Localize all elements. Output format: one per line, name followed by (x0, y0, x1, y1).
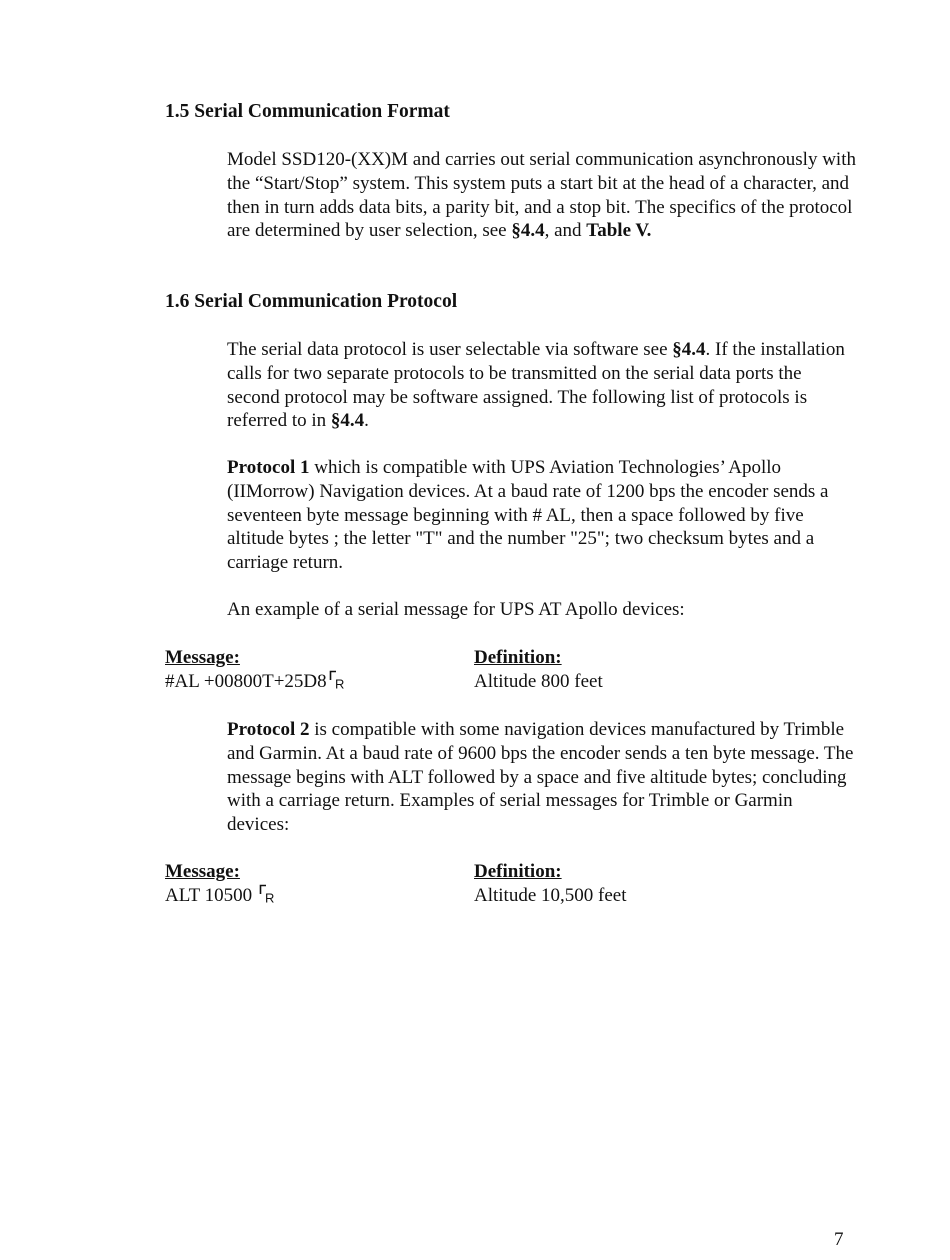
definition-header: Definition: (474, 861, 562, 882)
svg-text:R: R (334, 676, 345, 690)
message-header: Message: (165, 861, 240, 882)
message-value (165, 884, 278, 908)
message-column (165, 646, 348, 694)
section-heading-1-6: 1.6 Serial Communication Protocol (165, 291, 458, 312)
message-header: Message: (165, 647, 240, 668)
section-1-5-paragraph (227, 148, 857, 243)
definition-header: Definition: (474, 647, 562, 668)
protocol-2-paragraph (227, 718, 857, 837)
paragraph-text: , and (544, 220, 587, 242)
paragraph-text: which is compatible with UPS Aviation Technologies’ Apollo (IIMorrow) Navigation devices. At a baud rate of 1200 bps the encoder sends a seventeen byte message beginning with # AL, then a space followed by five altitude bytes ; the letter "T" and the number "25"; two checksum bytes and a carriage return. (227, 457, 829, 574)
protocol-1-paragraph (227, 456, 857, 575)
svg-text:R: R (264, 890, 275, 904)
definition-column (474, 860, 627, 908)
definition-column (474, 646, 603, 694)
message-text: #AL +00800T+25D8 (165, 670, 327, 692)
message-text: ALT 10500 (165, 884, 257, 906)
message-value (165, 670, 348, 694)
page-number: 7 (834, 1229, 844, 1250)
paragraph-text: The serial data protocol is user selectable via software see (227, 339, 673, 360)
message-column (165, 860, 278, 908)
section-1-6-intro-paragraph (227, 338, 857, 433)
section-reference: §4.4 (330, 410, 365, 432)
section-reference: §4.4 (672, 339, 706, 360)
paragraph-text: Model SSD120-(XX)M and carries out serial communication asynchronously with the “Start/Stop” system. This system puts a start bit at the head of a character, and then in turn adds data bits, a parity bit, and a stop bit. The specifics of the protocol are determined by user selection, see (227, 149, 856, 242)
protocol-label: Protocol 1 (227, 457, 310, 478)
section-heading-1-5: 1.5 Serial Communication Format (165, 101, 450, 122)
paragraph-text: . If the installation calls for two separate protocols to be transmitted on the serial data ports the second protocol may be software assigned. The following list of protocols is referred to in (227, 339, 845, 432)
section-reference: §4.4 (511, 220, 545, 242)
paragraph-text: . (364, 410, 369, 432)
example-intro-paragraph: An example of a serial message for UPS AT Apollo devices: (227, 599, 685, 620)
protocol-label: Protocol 2 (227, 719, 310, 740)
table-reference: Table V. (586, 220, 652, 242)
carriage-return-icon (258, 884, 278, 904)
paragraph-text: is compatible with some navigation devices manufactured by Trimble and Garmin. At a baud rate of 9600 bps the encoder sends a ten byte message. The message begins with ALT followed by a space and five altitude bytes; concluding with a carriage return. Examples of serial messages for Trimble or Garmin devices: (227, 719, 854, 836)
carriage-return-icon (328, 670, 348, 690)
definition-value: Altitude 800 feet (474, 670, 603, 692)
definition-value: Altitude 10,500 feet (474, 884, 627, 906)
